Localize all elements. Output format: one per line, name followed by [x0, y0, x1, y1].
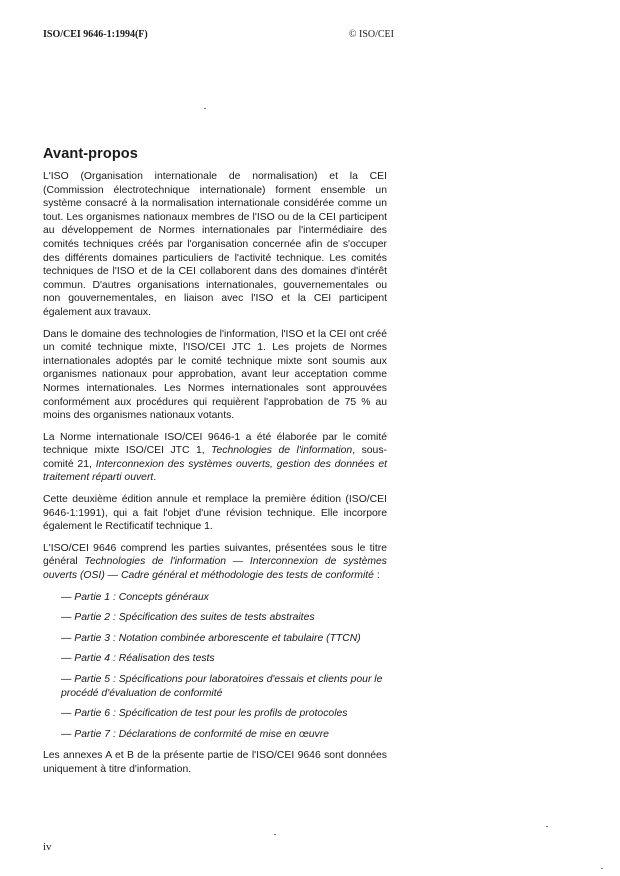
scan-speck: [274, 834, 276, 835]
paragraph-edition: Cette deuxième édition annule et remplace la première édition (ISO/CEI 9646-1:1991), qui a fait l'objet d'une révision technique. Elle incorpore également le Rectificatif technique 1.: [43, 494, 387, 533]
page-title: Avant-propos: [43, 146, 138, 162]
scan-speck: [601, 868, 603, 869]
list-item: — Partie 6 : Spécification de test pour les profils de protocoles: [43, 707, 387, 721]
list-item: — Partie 5 : Spécifications pour laboratoires d'essais et clients pour le procédé d'évaluation de conformité: [43, 673, 387, 700]
list-item: — Partie 3 : Notation combinée arborescente et tabulaire (TTCN): [43, 632, 387, 646]
list-item: — Partie 7 : Déclarations de conformité de mise en œuvre: [43, 728, 387, 742]
page-number: iv: [43, 841, 52, 853]
parts-list: [43, 591, 387, 742]
list-item: — Partie 1 : Concepts généraux: [43, 591, 387, 605]
paragraph-jtc1: Dans le domaine des technologies de l'information, l'ISO et la CEI ont créé un comité technique mixte, l'ISO/CEI JTC 1. Les projets de Normes internationales adoptés par le comité technique mixte sont soumis aux organismes nationaux pour approbation, avant leur acceptation comme Normes internationales. Les Normes internationales sont approuvées conformément aux procédures qui requièrent l'approbation de 75 % au moins des organismes nationaux votants.: [43, 328, 387, 422]
scan-speck: [546, 826, 548, 827]
document-identifier: ISO/CEI 9646-1:1994(F): [43, 29, 148, 40]
scan-speck: [204, 108, 206, 109]
paragraph-parts-intro: L'ISO/CEI 9646 comprend les parties suivantes, présentées sous le titre général Technologies de l'information — Interconnexion de systèmes ouverts (OSI) — Cadre général et méthodologie des tests de conformité :: [43, 542, 387, 582]
list-item: — Partie 4 : Réalisation des tests: [43, 652, 387, 666]
paragraph-annexes: Les annexes A et B de la présente partie de l'ISO/CEI 9646 sont données uniquement à titre d'information.: [43, 750, 387, 775]
copyright-notice: © ISO/CEI: [348, 29, 394, 40]
foreword-body: [43, 170, 387, 785]
paragraph-preparation: La Norme internationale ISO/CEI 9646-1 a été élaborée par le comité technique mixte ISO/CEI JTC 1, Technologies de l'information, sous-comité 21, Interconnexion des systèmes ouverts, gestion des données et traitement réparti ouvert.: [43, 431, 387, 484]
list-item: — Partie 2 : Spécification des suites de tests abstraites: [43, 611, 387, 625]
paragraph-iso-cei-intro: L'ISO (Organisation internationale de normalisation) et la CEI (Commission électrotechnique internationale) forment ensemble un système consacré à la normalisation internationale considérée comme un tout. Les organismes nationaux membres de l'ISO ou de la CEI participent au développement de Normes internationales par l'intermédiaire des comités techniques créés par l'organisation concernée afin de s'occuper des différents domaines particuliers de l'activité technique. Les comités techniques de l'ISO et de la CEI collaborent dans des domaines d'intérêt commun. D'autres organisations internationales, gouvernementales ou non gouvernementales, en liaison avec l'ISO et la CEI participent également aux travaux.: [43, 171, 387, 318]
